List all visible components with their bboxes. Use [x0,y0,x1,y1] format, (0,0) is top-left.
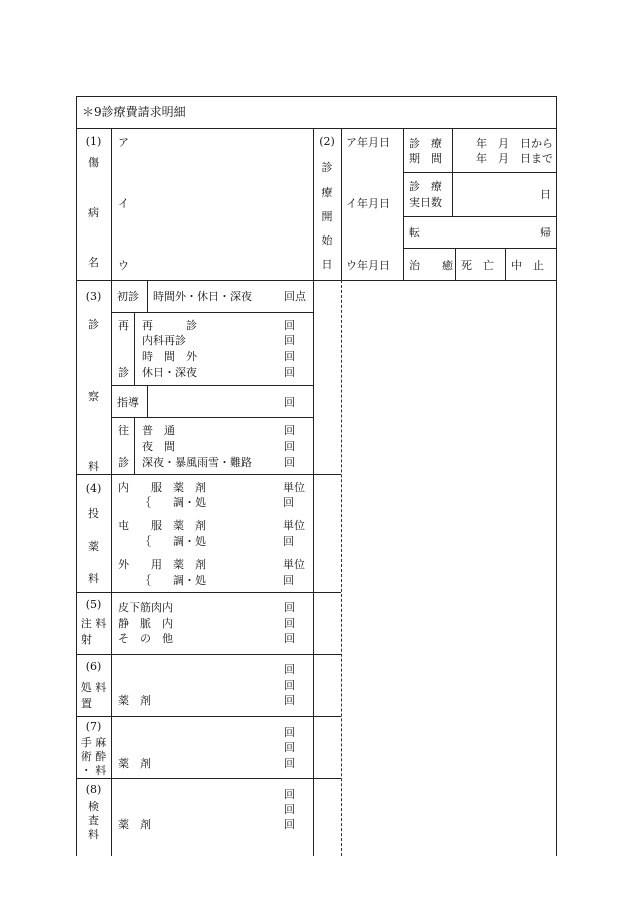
injury-a[interactable]: ア [118,136,129,149]
treatment-unit[interactable]: 回 [284,663,295,676]
start-number: (2) [319,135,335,148]
section-divider [76,280,557,281]
drug-label-1: 投 [88,507,99,520]
start-label-4: 始 [321,234,333,247]
saishin-unit[interactable]: 回 [284,319,295,332]
injury-label-3: 名 [88,256,99,269]
saishin-item: 再 診 [142,319,197,332]
rule [111,128,112,280]
test-unit[interactable]: 回 [284,803,295,816]
drug-item-name: 内 服 薬 剤 [118,481,206,494]
dashed-divider [341,280,342,856]
rule [134,312,135,385]
treatment-unit[interactable]: 回 [284,694,295,707]
start-date-i[interactable]: イ年月日 [346,197,390,210]
injury-i[interactable]: イ [118,197,129,210]
rule [403,248,557,249]
saishin-label-top: 再 [118,319,129,332]
injury-number: (1) [85,135,102,148]
test-drug: 薬 剤 [118,818,151,831]
rule [111,385,313,386]
saishin-item: 内科再診 [142,334,186,347]
outcome-stopped[interactable]: 中 止 [511,259,544,272]
surgery-drug: 薬 剤 [118,757,151,770]
injection-item: 静 脈 内 [118,617,173,630]
exam-number: (3) [85,290,102,303]
injection-unit[interactable]: 回 [284,601,295,614]
saishin-label-bottom: 診 [118,366,129,379]
days-label-2: 実日数 [409,196,442,209]
oushin-unit[interactable]: 回 [284,440,295,453]
drug-number: (4) [85,482,102,495]
drug-item-sub-unit[interactable]: 回 [283,496,294,509]
drug-label-3: 料 [88,572,99,585]
injection-item: 皮下筋肉内 [118,601,173,614]
oushin-unit[interactable]: 回 [284,424,295,437]
shido-label: 指導 [117,396,139,409]
start-label-1: 診 [321,161,333,174]
period-label-2: 期 間 [409,152,442,165]
drug-item-sub-unit[interactable]: 回 [283,574,294,587]
treatment-unit[interactable]: 回 [284,679,295,692]
rule [111,280,112,856]
rule [76,778,341,779]
oushin-item: 夜 間 [142,440,175,453]
period-label-1: 診 療 [409,137,442,150]
injection-label-1: 注 料 [80,617,107,630]
saishin-item: 時 間 外 [142,350,197,363]
treatment-label-1: 処 料 [80,681,107,694]
start-date-u[interactable]: ウ年月日 [346,259,390,272]
start-label-5: 日 [321,258,333,271]
shido-unit[interactable]: 回 [284,396,295,409]
drug-item-sub: ｛ 調・処 [140,574,206,587]
oushin-item: 深夜・暴風雨雪・難路 [142,456,252,469]
injury-u[interactable]: ウ [118,259,129,272]
period-from[interactable]: 年 月 日から [476,137,553,150]
rule [313,280,314,856]
test-number: (8) [85,783,102,796]
drug-item-unit[interactable]: 単位 [283,519,305,532]
injection-number: (5) [85,598,102,611]
saishin-unit[interactable]: 回 [284,350,295,363]
start-label-2: 療 [321,186,333,199]
outcome-cured[interactable]: 治 癒 [409,259,453,272]
injury-label-1: 傷 [88,156,99,169]
days-label-1: 診 療 [409,180,442,193]
start-label-3: 開 [321,210,333,223]
saishin-unit[interactable]: 回 [284,366,295,379]
oushin-label-bottom: 診 [118,456,129,469]
exam-label-3: 料 [88,460,99,473]
drug-item-name: 屯 服 薬 剤 [118,519,206,532]
exam-label-2: 察 [88,390,99,403]
saishin-item: 休日・深夜 [142,366,197,379]
test-label-2: 査 [88,814,99,827]
surgery-unit[interactable]: 回 [284,741,295,754]
rule [134,417,135,474]
test-label-1: 検 [88,800,99,813]
oushin-item: 普 通 [142,424,175,437]
injection-unit[interactable]: 回 [284,632,295,645]
surgery-unit[interactable]: 回 [284,757,295,770]
rule [505,248,506,280]
rule [403,128,404,280]
treatment-drug: 薬 剤 [118,694,151,707]
period-to[interactable]: 年 月 日まで [476,152,553,165]
treatment-number: (6) [85,660,102,673]
rule [147,280,148,312]
rule [111,312,313,313]
treatment-label-2: 置 [81,697,92,710]
rule [76,592,341,593]
outcome-death[interactable]: 死 亡 [461,259,494,272]
test-unit[interactable]: 回 [284,818,295,831]
tenki-label-b: 帰 [540,226,551,239]
injection-label-2: 射 [81,633,92,646]
rule [341,128,342,280]
exam-label-1: 診 [88,318,99,331]
rule [76,474,341,475]
surgery-unit[interactable]: 回 [284,726,295,739]
form-title: ＊9診療費請求明細 [82,105,186,119]
shoshin-detail: 時間外・休日・深夜 [153,290,252,303]
shoshin-label: 初診 [117,290,139,303]
rule [455,248,456,280]
start-date-a[interactable]: ア年月日 [346,136,390,149]
oushin-unit[interactable]: 回 [284,456,295,469]
surgery-label-3: ・ 料 [80,764,107,777]
test-label-3: 料 [88,828,99,841]
drug-item-sub: ｛ 調・処 [140,496,206,509]
saishin-unit[interactable]: 回 [284,334,295,347]
oushin-label-top: 往 [118,424,129,437]
title-divider [76,128,557,129]
rule [403,216,557,217]
test-unit[interactable]: 回 [284,788,295,801]
injection-item: そ の 他 [118,632,173,645]
days-unit[interactable]: 日 [540,188,551,201]
rule [147,385,148,417]
surgery-label-2: 術 酔 [80,750,107,763]
drug-label-2: 薬 [88,540,99,553]
drug-item-sub-unit[interactable]: 回 [283,535,294,548]
tenki-label-a: 転 [409,226,420,239]
drug-item-sub: ｛ 調・処 [140,535,206,548]
surgery-label-1: 手 麻 [80,736,107,749]
drug-item-name: 外 用 薬 剤 [118,558,206,571]
rule [403,172,557,173]
injection-unit[interactable]: 回 [284,617,295,630]
injury-label-2: 病 [88,206,99,219]
rule [111,417,313,418]
surgery-number: (7) [85,720,102,733]
rule [76,716,341,717]
shoshin-unit[interactable]: 回点 [284,290,306,303]
drug-item-unit[interactable]: 単位 [283,558,305,571]
drug-item-unit[interactable]: 単位 [283,481,305,494]
rule [76,654,341,655]
